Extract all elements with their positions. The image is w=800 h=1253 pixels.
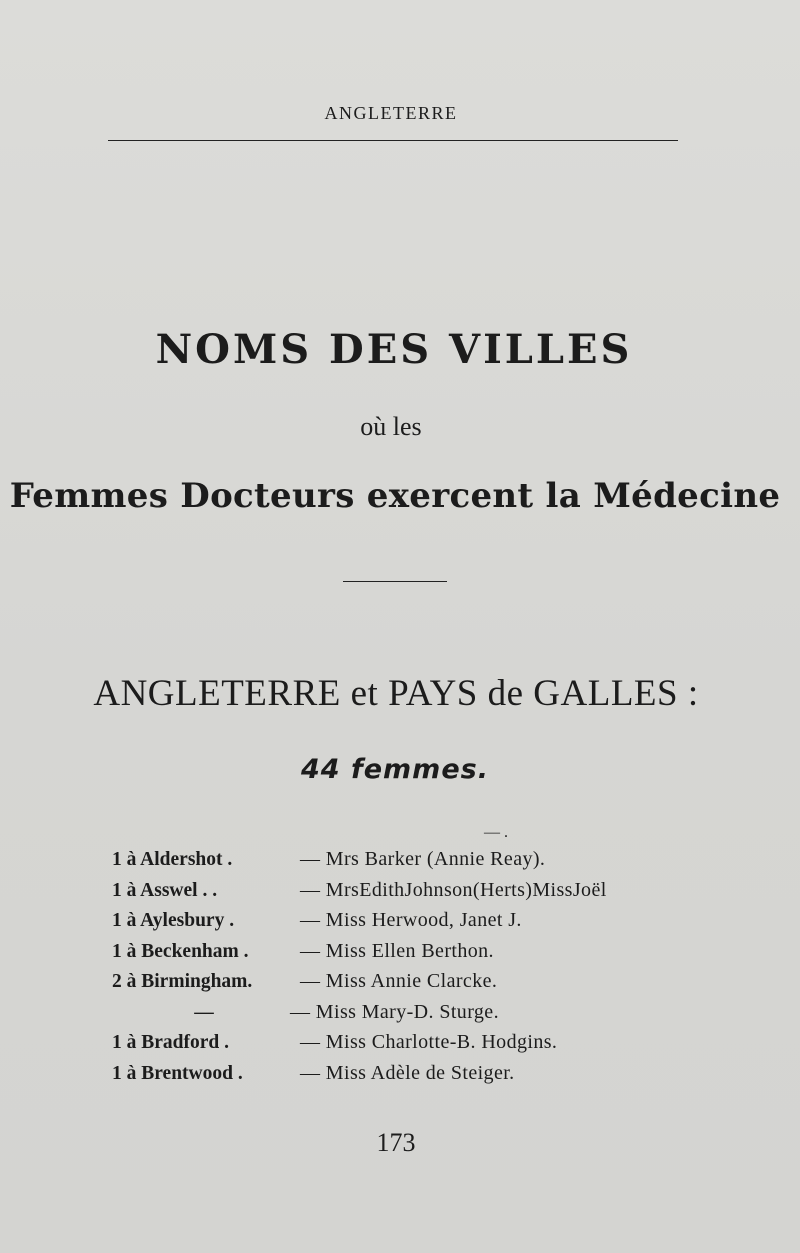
list-item xyxy=(112,879,712,910)
city-count: 1 à Bradford . xyxy=(112,1032,229,1053)
list-item xyxy=(112,1062,712,1093)
doctor-name: — Mrs Barker (Annie Reay). xyxy=(300,848,546,870)
subtitle: où les xyxy=(360,412,422,441)
head-rule xyxy=(108,140,678,141)
doctor-name: — Miss Annie Clarcke. xyxy=(300,970,498,992)
section-heading: ANGLETERRE et PAYS de GALLES : xyxy=(93,673,699,714)
list-item xyxy=(112,848,712,879)
page-title: NOMS DES VILLES xyxy=(155,326,633,373)
doctor-name: — Miss Mary-D. Sturge. xyxy=(290,1000,499,1023)
city-count: 1 à Aylesbury . xyxy=(112,910,235,931)
list-item xyxy=(112,1001,712,1032)
city-count: 1 à Brentwood . xyxy=(112,1062,243,1084)
doctor-name: — Miss Ellen Berthon. xyxy=(300,939,494,962)
entries-list xyxy=(112,848,712,1092)
doctor-name: — MrsEdithJohnson(Herts)MissJoël xyxy=(300,878,607,901)
separator: — . xyxy=(484,824,508,841)
city-count: 1 à Aldershot . xyxy=(112,849,233,870)
running-head: ANGLETERRE xyxy=(324,103,458,123)
list-item xyxy=(112,940,712,971)
page-number: 173 xyxy=(376,1128,416,1157)
city-count: 1 à Asswel . . xyxy=(112,879,218,901)
center-rule xyxy=(343,581,447,582)
list-item xyxy=(112,970,712,1001)
doctor-name: — Miss Herwood, Janet J. xyxy=(300,909,522,931)
doctor-name: — Miss Adèle de Steiger. xyxy=(300,1061,515,1084)
subtitle-line-2: Femmes Docteurs exercent la Médecine xyxy=(9,476,781,516)
list-item xyxy=(112,1031,712,1062)
city-count: 1 à Beckenham . xyxy=(112,940,249,962)
city-count: 2 à Birmingham. xyxy=(112,971,253,992)
city-count: — xyxy=(194,1001,214,1023)
doctor-name: — Miss Charlotte-B. Hodgins. xyxy=(300,1031,558,1053)
count: 44 femmes. xyxy=(301,754,489,785)
list-item xyxy=(112,909,712,940)
